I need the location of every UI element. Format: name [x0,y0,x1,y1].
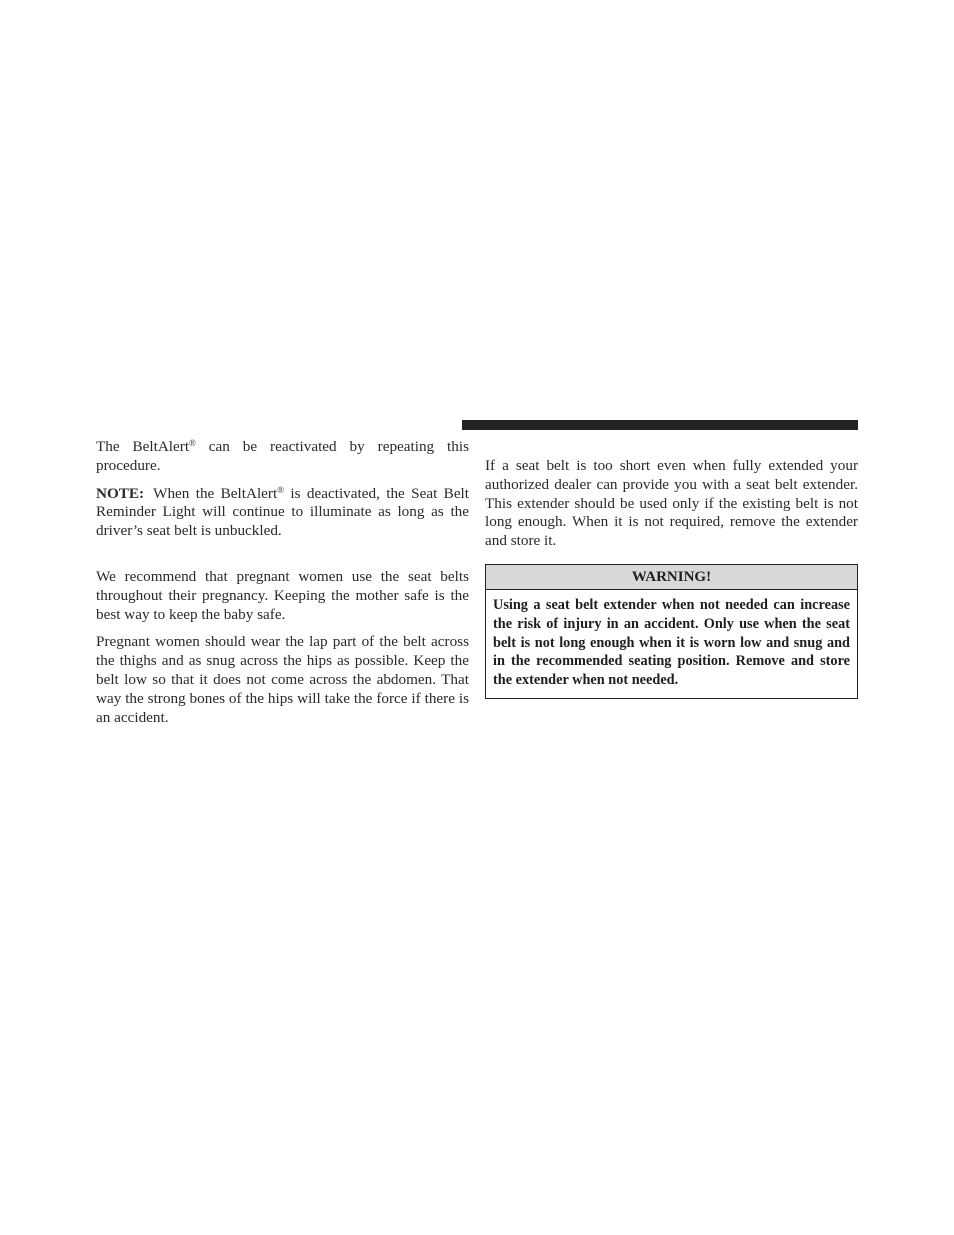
beltalert-reactivate-paragraph [96,438,469,476]
warning-text: Using a seat belt extender when not needed can increase the risk of injury in an accident. Only use when the seat belt is not long enough when it is worn low and snug and in the recommended seating position. Remove and store the extender when not needed. [493,597,850,689]
text-run: can be reactivated by repeating this procedure. [96,438,469,474]
text-run: is deactivated, the Seat Belt Reminder Light will continue to illuminate as long as the driver’s seat belt is unbuckled. [96,484,469,540]
note-paragraph [96,485,469,541]
pregnant-women-paragraph: We recommend that pregnant women use the seat belts throughout their pregnancy. Keeping the mother safe is the best way to keep the baby safe. [96,567,469,623]
lap-belt-paragraph: Pregnant women should wear the lap part of the belt across the thighs and as snug across the hips as possible. Keep the belt low so that it does not come across the abdomen. That way the strong bones of the hips will take the force if there is an accident. [96,633,469,726]
left-column [96,438,469,727]
extender-paragraph: If a seat belt is too short even when fully extended your authorized dealer can provide you with a seat belt extender. This extender should be used only if the existing belt is not long enough. When it is not required, remove the extender and store it. [485,457,858,550]
registered-mark: ® [189,438,196,448]
right-column [485,457,858,551]
text-run: The BeltAlert [96,438,190,455]
warning-box [485,564,858,699]
text-run: When the BeltAlert [153,484,278,502]
registered-mark: ® [277,484,285,495]
note-label: NOTE: [96,484,145,502]
warning-title: WARNING! [486,565,857,590]
section-header-bar [462,420,858,430]
